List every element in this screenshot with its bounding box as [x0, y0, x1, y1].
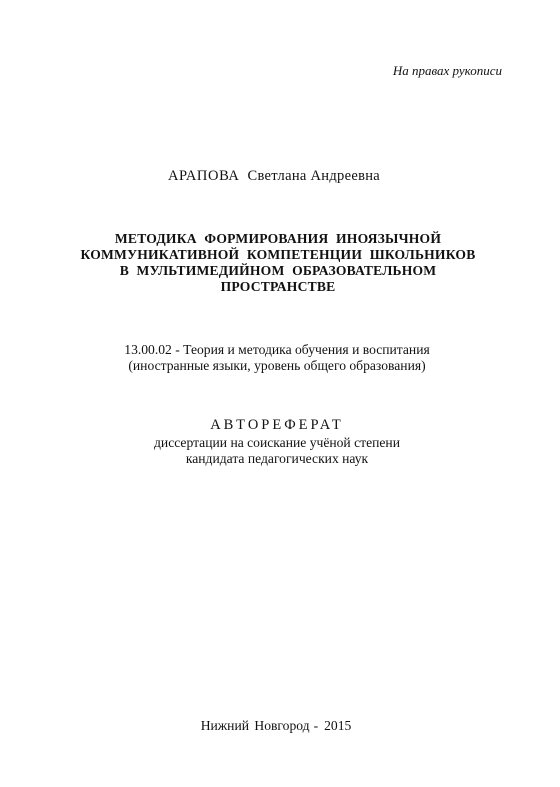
specialty-line-2: (иностранные языки, уровень общего образования) [128, 358, 426, 373]
city: Нижний Новгород [200, 718, 310, 733]
title-line-4: ПРОСТРАНСТВЕ [220, 279, 336, 294]
degree-line-1: диссертации на соискание учёной степени [154, 435, 400, 450]
title-line-2: КОММУНИКАТИВНОЙ КОМПЕТЕНЦИИ ШКОЛЬНИКОВ [80, 247, 476, 262]
document-type: АВТОРЕФЕРАТ [210, 417, 344, 433]
place-and-year [0, 718, 552, 734]
separator: - [313, 718, 319, 733]
author-name [0, 168, 548, 185]
year: 2015 [324, 718, 352, 733]
title-line-1: МЕТОДИКА ФОРМИРОВАНИЯ ИНОЯЗЫЧНОЙ [114, 231, 442, 246]
author-given-names: Светлана Андреевна [247, 168, 381, 184]
specialty-line-1: 13.00.02 - Теория и методика обучения и воспитания [124, 342, 430, 357]
author-surname: АРАПОВА [167, 168, 240, 184]
title-line-3: В МУЛЬТИМЕДИЙНОМ ОБРАЗОВАТЕЛЬНОМ [119, 263, 437, 278]
degree-line-2: кандидата педагогических наук [185, 451, 369, 466]
rights-note: На правах рукописи [392, 63, 502, 78]
